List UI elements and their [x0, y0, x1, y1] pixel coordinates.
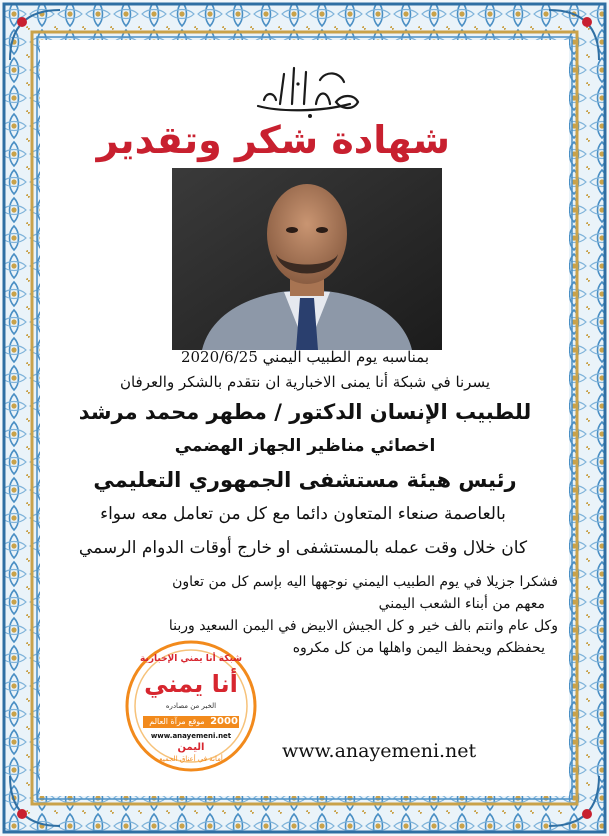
logo-year: 2000 — [210, 716, 238, 727]
recipient-name: للطبيب الإنسان الدكتور / مطهر محمد مرشد — [78, 400, 532, 424]
body-line-2: كان خلال وقت عمله بالمستشفى او خارج أوقات الدوام الرسمي — [78, 538, 528, 558]
thanks-line-2: معهم من أبناء الشعب اليمني — [378, 596, 545, 612]
logo-site: www.anayemeni.net — [150, 732, 232, 740]
bismillah-calligraphy-icon — [250, 60, 370, 122]
logo-network-name: شبكة أنا يمني الإخبارية — [140, 654, 242, 664]
logo-country: اليمن — [177, 742, 205, 753]
logo-brand: أنا يمني — [144, 670, 238, 698]
certificate-title: شهادة شكر وتقدير — [96, 118, 450, 162]
body-line-1: بالعاصمة صنعاء المتعاون دائما مع كل من تعامل معه سواء — [100, 504, 506, 524]
doctor-photo — [172, 168, 442, 350]
position-line: رئيس هيئة مستشفى الجمهوري التعليمي — [93, 468, 517, 492]
occasion-line: بمناسبه يوم الطبيب اليمني 2020/6/25 — [180, 348, 430, 366]
wishes-line-2: يحفظكم ويحفظ اليمن واهلها من كل مكروه — [292, 640, 545, 656]
website-link[interactable]: www.anayemeni.net — [282, 740, 477, 762]
intro-line: يسرنا في شبكة أنا يمنى الاخبارية ان نتقدم بالشكر والعرفان — [119, 373, 491, 391]
thanks-line-1: فشكرا جزيلا في يوم الطبيب اليمني نوجهها اليه بإسم كل من تعاون — [172, 574, 558, 590]
logo-band-text: موقع مرآة العالم — [149, 717, 205, 726]
logo-tagline: الخبر من مصادره — [165, 702, 217, 710]
logo-motto: أمانة في أعناق الجميع — [159, 755, 223, 763]
wishes-line-1: وكل عام وانتم بالف خير و كل الجيش الابيض في اليمن السعيد وربنا — [168, 618, 558, 634]
specialty-line: اخصائي مناظير الجهاز الهضمي — [174, 436, 436, 456]
network-logo-seal — [125, 640, 257, 772]
